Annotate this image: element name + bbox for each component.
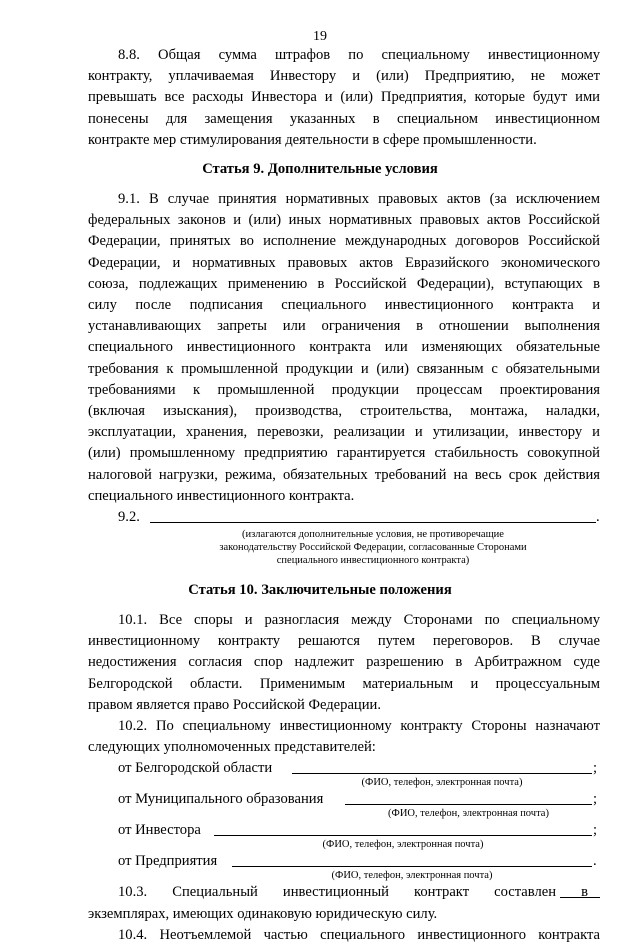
paragraph-8-8-line: превышать все расходы Инвестора и (или) Предприятия, которые будут ими (88, 89, 600, 106)
fill-line-copies (560, 897, 600, 898)
rep-hint-municipality: (ФИО, телефон, электронная почта) (388, 808, 549, 820)
paragraph-10-1-line: правом является право Российской Федерации. (88, 696, 382, 713)
paragraph-9-1-line: силу после подписания специального инвестиционного контракта и (88, 297, 600, 313)
paragraph-8-8-line: 8.8. Общая сумма штрафов по специальному инвестиционному (118, 47, 600, 63)
rep-label-enterprise: от Предприятия (118, 853, 218, 870)
rep-label-investor: от Инвестора (118, 822, 201, 839)
rep-end-municipality: ; (593, 791, 598, 808)
paragraph-10-2-line: следующих уполномоченных представителей: (88, 739, 376, 756)
paragraph-10-1-line: Белгородской области. Применимым материальным и процессуальным (88, 675, 600, 692)
rep-fill-line-municipality (345, 804, 592, 805)
paragraph-9-1-line: федеральных законов и (или) иных нормативных правовых актов Российской (88, 212, 600, 229)
paragraph-9-1-line: специального инвестиционного контракта или изменяющих обязательные (88, 339, 600, 356)
fill-line-end: . (596, 509, 600, 525)
rep-hint-enterprise: (ФИО, телефон, электронная почта) (331, 870, 493, 882)
article-9-heading: Статья 9. Дополнительные условия (202, 161, 438, 177)
paragraph-9-1-line: союза, подлежащих применению в Российской Федерации), вступающих в (88, 275, 600, 292)
page-number: 19 (313, 29, 327, 44)
rep-hint-investor: (ФИО, телефон, электронная почта) (322, 839, 484, 851)
paragraph-10-1-line: инвестиционному контракту решаются путем переговоров. В случае (88, 633, 600, 650)
article-10-heading: Статья 10. Заключительные положения (188, 582, 452, 598)
paragraph-9-1-line: налоговой нагрузки, режима, обязательных требований на весь срок действия (88, 466, 600, 483)
paragraph-10-4-line: 10.4. Неотъемлемой частью специального инвестиционного контракта (118, 926, 600, 943)
paragraph-10-3-line: 10.3. Специальный инвестиционный контракт составлен в (118, 884, 588, 901)
paragraph-9-2-label: 9.2. (118, 509, 140, 525)
paragraph-8-8-line: контракту, уплачиваемая Инвестору и (или) Предприятию, не может (88, 68, 600, 85)
rep-label-belgorod: от Белгородской области (118, 760, 273, 777)
paragraph-9-1-line: (включая изыскания), производства, строительства, монтажа, наладки, (88, 403, 600, 419)
rep-fill-line-enterprise (232, 866, 592, 867)
paragraph-8-8-line: контракте мер стимулирования деятельности в сфере промышленности. (88, 131, 537, 148)
rep-fill-line-investor (214, 835, 592, 836)
paragraph-10-1-line: 10.1. Все споры и разногласия между Сторонами по специальному (118, 612, 600, 628)
paragraph-9-1-line: (или) промышленному предприятию гарантируется стабильность совокупной (88, 445, 600, 462)
paragraph-9-1-line: устанавливающих запреты или ограничения в отношении выполнения (88, 318, 600, 335)
paragraph-9-1-line: специального инвестиционного контракта. (88, 487, 355, 504)
rep-hint-belgorod: (ФИО, телефон, электронная почта) (361, 777, 523, 789)
paragraph-9-1-line: эксплуатации, хранения, перевозки, реализации и утилизации, инвестору и (88, 424, 600, 441)
rep-end-enterprise: . (593, 853, 597, 870)
paragraph-9-1-line: 9.1. В случае принятия нормативных правовых актов (за исключением (118, 191, 600, 207)
rep-fill-line-belgorod (292, 773, 592, 774)
paragraph-9-1-line: требования к промышленной продукции и (или) связанным с обязательными (88, 360, 600, 377)
hint-9-2-line: законодательству Российской Федерации, согласованные Сторонами (219, 542, 527, 553)
paragraph-10-2-line: 10.2. По специальному инвестиционному контракту Стороны назначают (118, 718, 600, 734)
paragraph-9-1-line: требованиями к промышленной продукции процессам проектирования (88, 381, 600, 398)
paragraph-10-3-line: экземплярах, имеющих одинаковую юридическую силу. (88, 905, 438, 922)
hint-9-2-line: специального инвестиционного контракта) (276, 555, 470, 566)
rep-label-municipality: от Муниципального образования (118, 791, 324, 808)
rep-end-belgorod: ; (593, 760, 598, 777)
hint-9-2-line: (излагаются дополнительные условия, не противоречащие (242, 529, 504, 540)
fill-line-9-2 (150, 522, 596, 523)
paragraph-10-1-line: недостижения согласия спор надлежит разрешению в Арбитражном суде (88, 654, 600, 671)
rep-end-investor: ; (593, 822, 598, 839)
paragraph-9-1-line: Федерации, принятых во исполнение международных договоров Российской (88, 233, 600, 250)
paragraph-8-8-line: понесены для замещения указанных в специальном инвестиционном (88, 110, 600, 127)
paragraph-9-1-line: Федерации, и нормативных правовых актов Евразийского экономического (88, 254, 600, 271)
